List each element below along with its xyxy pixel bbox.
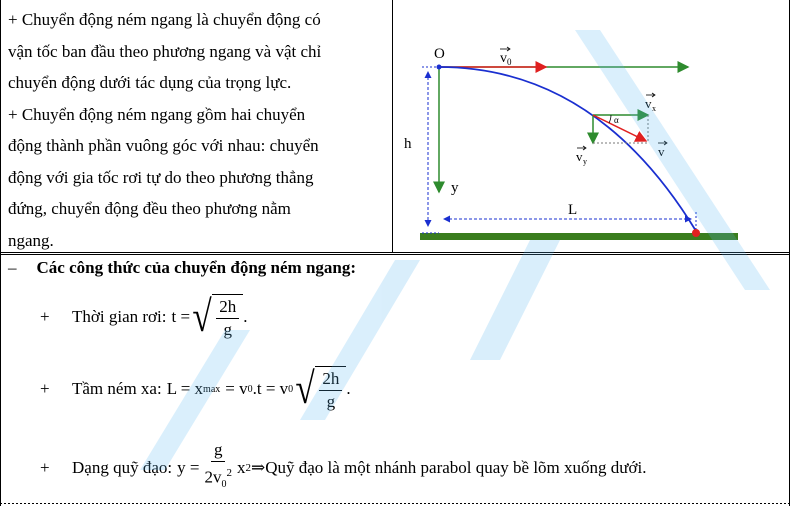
- formula-range: + Tầm ném xa: L = x max = v 0 .t = v 0 √ $\frac{2h}{g}$ .: [40, 364, 351, 413]
- intro-line: + Chuyển động ném ngang gồm hai chuyển: [8, 104, 306, 124]
- sqrt-symbol: √ $\frac{2h}{g}$: [190, 294, 243, 340]
- svg-text:x: x: [652, 104, 656, 113]
- origin-point: [437, 65, 442, 70]
- origin-label: O: [434, 46, 445, 62]
- intro-line: + Chuyển động ném ngang là chuyển động có: [8, 10, 321, 29]
- svg-text:v: v: [576, 149, 583, 164]
- landing-point: [692, 229, 700, 237]
- svg-text:y: y: [583, 157, 587, 166]
- vy-label: [576, 146, 587, 166]
- intro-line: động thành phần vuông góc với nhau: chuyển: [8, 136, 319, 155]
- intro-line: đứng, chuyển động đều theo phương nằm: [8, 199, 291, 218]
- svg-text:0: 0: [507, 57, 512, 67]
- intro-line: vận tốc ban đầu theo phương ngang và vật chỉ: [8, 41, 322, 61]
- formulas-section: [0, 256, 790, 506]
- projectile-diagram: [396, 4, 790, 249]
- v-label: [658, 141, 667, 159]
- intro-line: động với gia tốc rơi tự do theo phương thẳng: [8, 167, 314, 187]
- formula-time: + Thời gian rơi: t = √ $\frac{2h}{g}$ .: [40, 292, 248, 341]
- intro-line: ngang.: [8, 230, 54, 250]
- formula-trajectory: + Dạng quỹ đạo: y = $\frac{g}{2v_0^2}$ x 2 ⇒ Quỹ đạo là một nhánh parabol quay bề lõm xuống dưới.: [40, 440, 647, 491]
- intro-line: chuyển động dưới tác dụng của trọng lực.: [8, 73, 292, 92]
- vx-label: [645, 93, 656, 113]
- svg-text:v: v: [658, 144, 665, 159]
- svg-text:v: v: [645, 96, 652, 111]
- y-label: y: [451, 180, 459, 196]
- l-label: L: [568, 202, 578, 218]
- ground: [420, 233, 738, 240]
- intro-text: [8, 4, 392, 256]
- alpha-label: α: [614, 115, 619, 125]
- sqrt-symbol: √ $\frac{2h}{g}$: [293, 366, 346, 412]
- svg-text:v: v: [500, 51, 507, 66]
- alpha-arc: [609, 115, 611, 123]
- h-label: h: [404, 136, 412, 152]
- v0-label: [500, 47, 512, 67]
- formulas-heading: – Các công thức của chuyển động ném ngang:: [8, 258, 357, 277]
